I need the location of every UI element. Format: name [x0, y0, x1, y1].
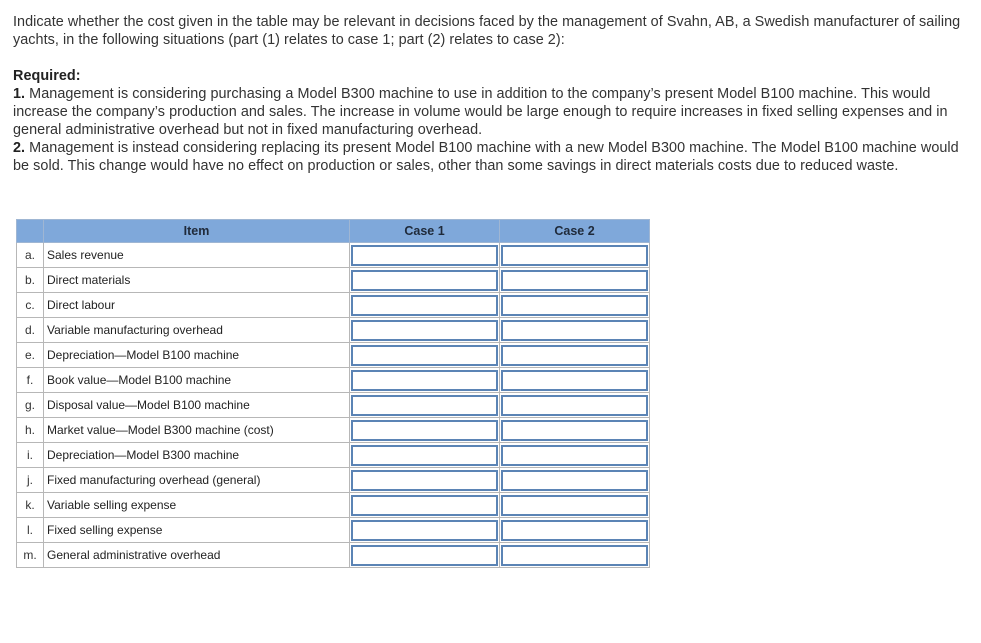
case-1-answer-dropdown[interactable]: [351, 295, 498, 316]
required-item-text: Management is considering purchasing a Model B300 machine to use in addition to the company’s present Model B100 machine. This would increase the company’s production and sales. The increase in volume would be large enough to require increases in fixed selling expenses and in general administrative overhead but not in fixed manufacturing overhead.: [13, 86, 948, 138]
question-intro: Indicate whether the cost given in the table may be relevant in decisions faced by the management of Svahn, AB, a Swedish manufacturer of sailing yachts, in the following situations (part (1) relates to case 1; part (2) relates to case 2):: [13, 14, 961, 48]
case-1-answer-dropdown[interactable]: [351, 370, 498, 391]
case-1-cell: [350, 418, 500, 443]
row-item-label: Sales revenue: [44, 243, 350, 268]
case-1-answer-dropdown[interactable]: [351, 520, 498, 541]
table-row: [17, 343, 650, 368]
table-header-row: [17, 220, 650, 243]
row-letter: h.: [17, 418, 44, 443]
case-2-answer-dropdown[interactable]: [501, 495, 648, 516]
case-2-cell: [500, 343, 650, 368]
case-2-cell: [500, 393, 650, 418]
row-item-label: Depreciation—Model B300 machine: [44, 443, 350, 468]
case-2-answer-dropdown[interactable]: [501, 470, 648, 491]
row-letter: c.: [17, 293, 44, 318]
row-item-label: Disposal value—Model B100 machine: [44, 393, 350, 418]
case-2-cell: [500, 418, 650, 443]
row-letter: b.: [17, 268, 44, 293]
case-1-cell: [350, 268, 500, 293]
row-item-label: Variable manufacturing overhead: [44, 318, 350, 343]
header-letter-column: [17, 220, 44, 243]
case-1-cell: [350, 493, 500, 518]
case-1-cell: [350, 243, 500, 268]
case-2-answer-dropdown[interactable]: [501, 420, 648, 441]
case-2-answer-dropdown[interactable]: [501, 245, 648, 266]
case-1-cell: [350, 518, 500, 543]
row-item-label: Book value—Model B100 machine: [44, 368, 350, 393]
case-1-cell: [350, 343, 500, 368]
row-letter: j.: [17, 468, 44, 493]
table-row: [17, 493, 650, 518]
case-2-cell: [500, 243, 650, 268]
table-row: [17, 318, 650, 343]
relevance-table: [16, 219, 650, 568]
case-1-answer-dropdown[interactable]: [351, 320, 498, 341]
required-item-2: [13, 139, 968, 175]
row-item-label: Fixed selling expense: [44, 518, 350, 543]
required-item-number: 2.: [13, 140, 26, 156]
case-2-cell: [500, 543, 650, 568]
row-letter: i.: [17, 443, 44, 468]
case-2-answer-dropdown[interactable]: [501, 295, 648, 316]
case-2-answer-dropdown[interactable]: [501, 395, 648, 416]
case-2-cell: [500, 493, 650, 518]
case-2-cell: [500, 368, 650, 393]
case-1-cell: [350, 468, 500, 493]
table-row: [17, 468, 650, 493]
case-1-answer-dropdown[interactable]: [351, 270, 498, 291]
row-letter: e.: [17, 343, 44, 368]
case-2-cell: [500, 318, 650, 343]
case-2-answer-dropdown[interactable]: [501, 520, 648, 541]
table-row: [17, 393, 650, 418]
required-item-1: [13, 85, 968, 139]
table-row: [17, 368, 650, 393]
case-2-answer-dropdown[interactable]: [501, 545, 648, 566]
row-item-label: Direct materials: [44, 268, 350, 293]
table-row: [17, 243, 650, 268]
header-item: Item: [44, 220, 350, 243]
row-letter: k.: [17, 493, 44, 518]
question-prompt: [13, 13, 968, 175]
row-letter: l.: [17, 518, 44, 543]
case-1-cell: [350, 293, 500, 318]
row-item-label: Depreciation—Model B100 machine: [44, 343, 350, 368]
case-1-cell: [350, 393, 500, 418]
table-row: [17, 418, 650, 443]
case-2-answer-dropdown[interactable]: [501, 270, 648, 291]
case-1-answer-dropdown[interactable]: [351, 470, 498, 491]
case-2-answer-dropdown[interactable]: [501, 370, 648, 391]
table-row: [17, 518, 650, 543]
case-1-cell: [350, 318, 500, 343]
case-1-cell: [350, 443, 500, 468]
required-item-text: Management is instead considering replacing its present Model B100 machine with a new Model B300 machine. The Model B100 machine would be sold. This change would have no effect on production or sales, other than some savings in direct materials costs due to reduced waste.: [13, 140, 959, 174]
case-1-answer-dropdown[interactable]: [351, 495, 498, 516]
row-letter: a.: [17, 243, 44, 268]
case-2-cell: [500, 443, 650, 468]
row-item-label: Variable selling expense: [44, 493, 350, 518]
required-item-number: 1.: [13, 86, 26, 102]
row-item-label: Direct labour: [44, 293, 350, 318]
case-1-answer-dropdown[interactable]: [351, 345, 498, 366]
row-letter: d.: [17, 318, 44, 343]
case-1-cell: [350, 368, 500, 393]
case-2-cell: [500, 468, 650, 493]
table-row: [17, 443, 650, 468]
case-2-answer-dropdown[interactable]: [501, 445, 648, 466]
case-1-answer-dropdown[interactable]: [351, 245, 498, 266]
case-1-answer-dropdown[interactable]: [351, 445, 498, 466]
case-2-cell: [500, 268, 650, 293]
header-case-1: Case 1: [350, 220, 500, 243]
row-item-label: General administrative overhead: [44, 543, 350, 568]
row-item-label: Fixed manufacturing overhead (general): [44, 468, 350, 493]
row-letter: g.: [17, 393, 44, 418]
case-1-answer-dropdown[interactable]: [351, 545, 498, 566]
case-1-answer-dropdown[interactable]: [351, 395, 498, 416]
header-case-2: Case 2: [500, 220, 650, 243]
case-2-cell: [500, 518, 650, 543]
case-1-answer-dropdown[interactable]: [351, 420, 498, 441]
row-letter: f.: [17, 368, 44, 393]
case-2-answer-dropdown[interactable]: [501, 345, 648, 366]
table-body: [17, 243, 650, 568]
required-heading: Required:: [13, 68, 81, 84]
case-1-cell: [350, 543, 500, 568]
case-2-cell: [500, 293, 650, 318]
row-letter: m.: [17, 543, 44, 568]
row-item-label: Market value—Model B300 machine (cost): [44, 418, 350, 443]
table-row: [17, 268, 650, 293]
table-row: [17, 293, 650, 318]
case-2-answer-dropdown[interactable]: [501, 320, 648, 341]
table-row: [17, 543, 650, 568]
